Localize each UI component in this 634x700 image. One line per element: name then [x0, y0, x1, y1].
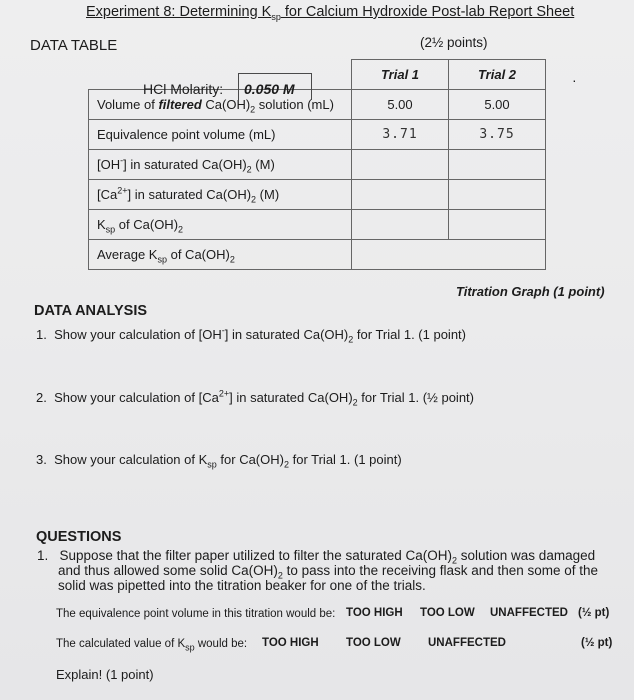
cell-volume-trial2[interactable]: 5.00 [449, 90, 546, 120]
cell-ksp-trial1[interactable] [352, 210, 449, 240]
analysis-item-2: 2. Show your calculation of $[Ca^{2+}]$ in saturated $Ca(OH)_2$ for Trial 1. (½ point) [36, 388, 474, 408]
table-row: Average $K_{sp}$ of $Ca(OH)_2$ [89, 240, 546, 270]
explain-prompt: Explain! (1 point) [56, 667, 154, 682]
eq-option-unaffected[interactable]: UNAFFECTED [490, 607, 568, 619]
questions-heading: QUESTIONS [36, 529, 122, 545]
cell-average-ksp[interactable] [352, 240, 546, 270]
hcl-molarity-value: 0.050 M [244, 81, 295, 97]
equivalence-volume-prompt: The equivalence point volume in this titration would be: [56, 608, 336, 620]
cell-volume-trial1[interactable]: 5.00 [352, 90, 449, 120]
cell-oh-trial1[interactable] [352, 150, 449, 180]
ksp-prompt: The calculated value of $K_{sp}$ would be: [56, 638, 248, 653]
data-analysis-heading: DATA ANALYSIS [34, 303, 148, 319]
table-row: Equivalence point volume (mL) 3.71 3.75 [89, 120, 546, 150]
ksp-option-too-low[interactable]: TOO LOW [346, 637, 401, 649]
table-row: $K_{sp}$ of $Ca(OH)_2$ [89, 210, 546, 240]
titration-graph-label: Titration Graph (1 point) [456, 284, 605, 299]
analysis-item-1: 1. Show your calculation of [OH-] in saturated $Ca(OH)_2$ for Trial 1. (1 point) [36, 325, 466, 345]
page-title: Experiment 8: Determining $K_{sp}$ for Calcium Hydroxide Post-lab Report Sheet [86, 4, 575, 22]
table-row: [OH-] in saturated $Ca(OH)_2$ (M) [89, 150, 546, 180]
ksp-points: (½ pt) [581, 637, 613, 649]
hcl-molarity-label: HCl Molarity: [143, 81, 224, 97]
trial-1-header: Trial 1 [352, 60, 449, 90]
cell-ca-trial1[interactable] [352, 180, 449, 210]
cell-ksp-trial2[interactable] [449, 210, 546, 240]
stray-mark: · [572, 72, 577, 88]
cell-equivalence-trial2[interactable]: 3.75 [449, 120, 546, 150]
ksp-option-too-high[interactable]: TOO HIGH [262, 637, 319, 649]
cell-oh-trial2[interactable] [449, 150, 546, 180]
trial-2-header: Trial 2 [449, 60, 546, 90]
cell-equivalence-trial1[interactable]: 3.71 [352, 120, 449, 150]
analysis-item-3: 3. Show your calculation of $K_{sp}$ for $Ca(OH)_2$ for Trial 1. (1 point) [36, 452, 402, 470]
eq-option-too-high[interactable]: TOO HIGH [346, 607, 403, 619]
data-table-heading: DATA TABLE [30, 37, 118, 54]
ksp-option-unaffected[interactable]: UNAFFECTED [428, 637, 506, 649]
data-table-points: (2½ points) [420, 35, 488, 50]
cell-ca-trial2[interactable] [449, 180, 546, 210]
eq-points: (½ pt) [578, 607, 610, 619]
question-1: 1. Suppose that the filter paper utilized to filter the saturated $Ca(OH)_2$ solution was damaged and thus allowed some solid $Ca(OH)_2$ to pass into the receiving flask and then some of the solid was pipetted into the titration beaker for one of the trials. [37, 548, 599, 593]
table-row: $[Ca^{2+}]$ in saturated $Ca(OH)_2$ (M) [89, 180, 546, 210]
table-row: Volume of filtered $Ca(OH)_2$ solution (mL) 5.00 5.00 [89, 90, 546, 120]
eq-option-too-low[interactable]: TOO LOW [420, 607, 475, 619]
